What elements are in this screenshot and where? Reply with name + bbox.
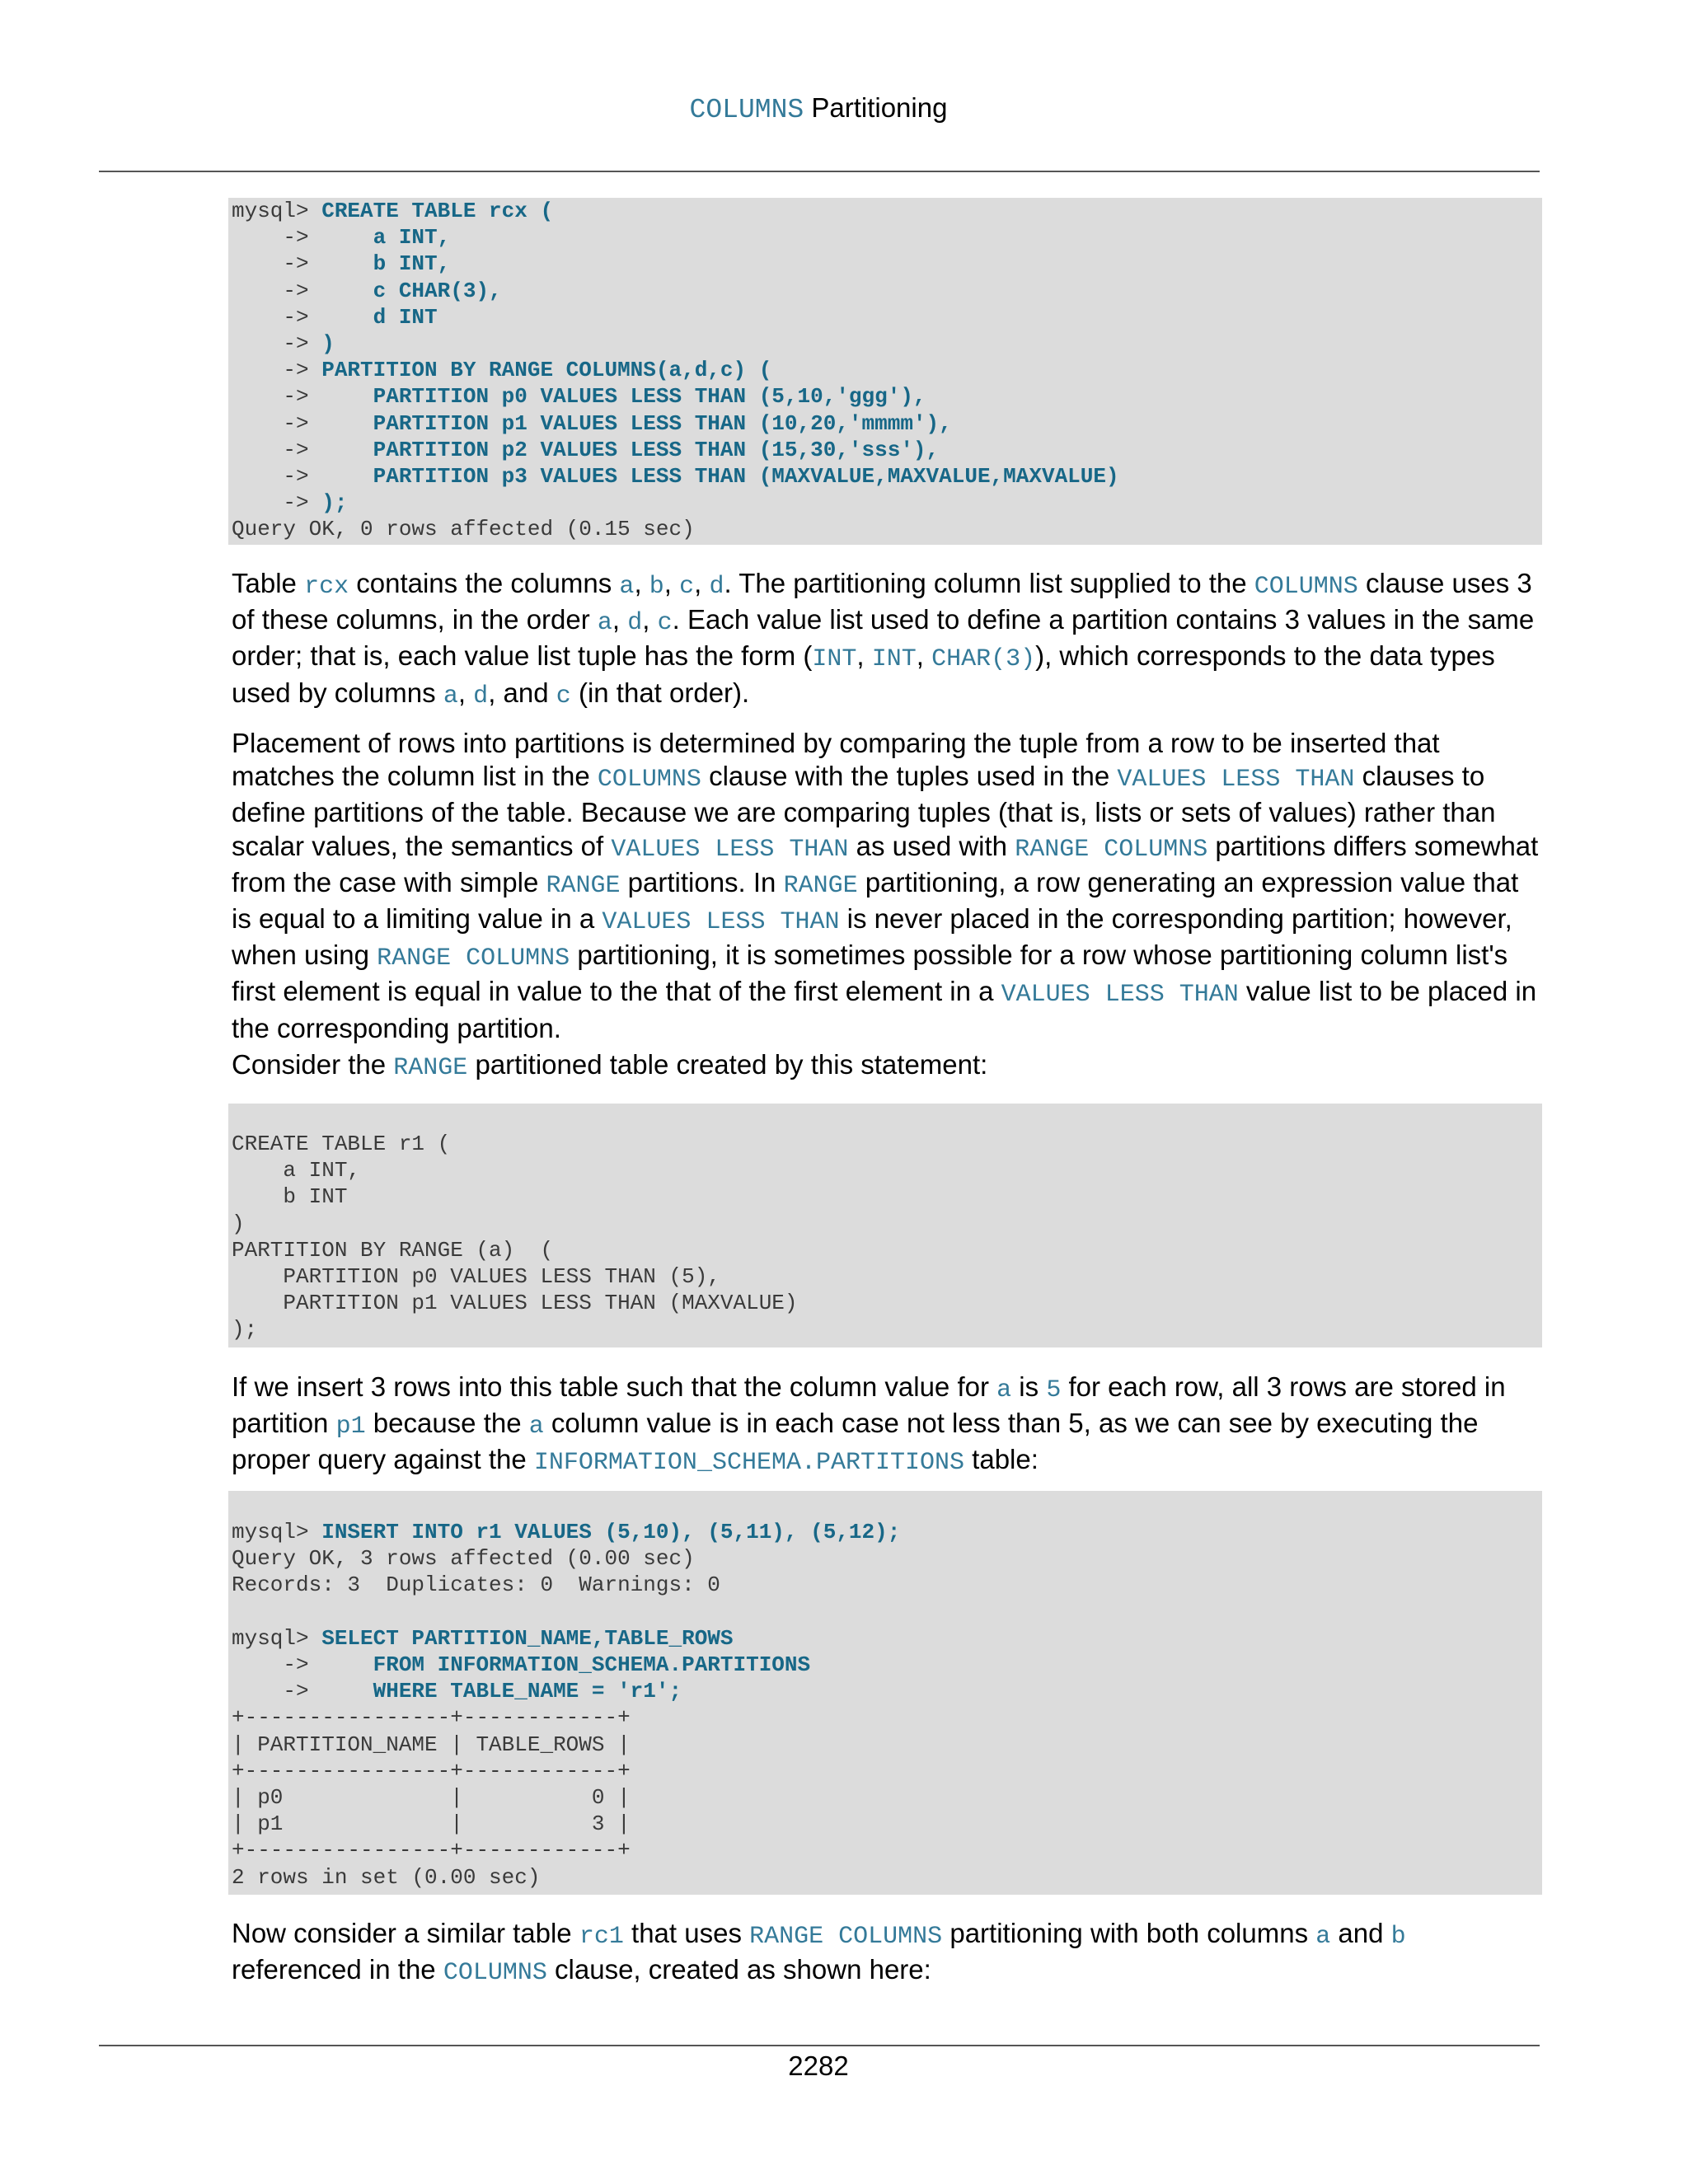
footer-rule: [99, 2045, 1540, 2046]
code-block-insert-select: mysql> INSERT INTO r1 VALUES (5,10), (5,11), (5,12); Query OK, 3 rows affected (0.00 sec) Records: 3 Duplicates: 0 Warnings: 0 mysql> SELECT PARTITION_NAME,TABLE_ROWS -> FROM INFORMATION_SCHEMA.PARTITIONS -> WHERE TABLE_NAME = 'r1'; +----------------+------------+ | PARTITION_NAME | TABLE_ROWS | +----------------+------------+ | p0 | 0 | | p1 | 3 | +----------------+------------+ 2 rows in set (0.00 sec): [228, 1491, 1542, 1895]
page-number: 2282: [788, 2050, 849, 2081]
paragraph-placement-of-rows: Placement of rows into partitions is determined by comparing the tuple from a row to be inserted that matches the column list in the COLUMNS clause with the tuples used in the VALUES LESS THAN clauses to define partitions of the table. Because we are comparing tuples (that is, lists or sets of values) rather than scalar values, the semantics of VALUES LESS THAN as used with RANGE COLUMNS partitions differs somewhat from the case with simple RANGE partitions. In RANGE partitioning, a row generating an expression value that is equal to a limiting value in a VALUES LESS THAN is never placed in the corresponding partition; however, when using RANGE COLUMNS partitioning, it is sometimes possible for a row whose partitioning column list's first element is equal in value to the that of the first element in a VALUES LESS THAN value list to be placed in the corresponding partition.: [232, 728, 1539, 1043]
page-header: [0, 92, 1637, 125]
paragraph-similar-table-rc1: Now consider a similar table rc1 that uses RANGE COLUMNS partitioning with both columns a and b referenced in the COLUMNS clause, created as shown here:: [232, 1918, 1406, 1988]
paragraph-consider-range: Consider the RANGE partitioned table created by this statement:: [232, 1049, 988, 1082]
header-code: COLUMNS: [689, 95, 804, 125]
header-title: Partitioning: [811, 92, 948, 123]
code-block-create-rcx: mysql> CREATE TABLE rcx ( -> a INT, -> b INT, -> c CHAR(3), -> d INT -> ) -> PARTITION BY RANGE COLUMNS(a,d,c) ( -> PARTITION p0 VALUES LESS THAN (5,10,'ggg'), -> PARTITION p1 VALUES LESS THAN (10,20,'mmmm'), -> PARTITION p2 VALUES LESS THAN (15,30,'sss'), -> PARTITION p3 VALUES LESS THAN (MAXVALUE,MAXVALUE,MAXVALUE) -> ); Query OK, 0 rows affected (0.15 sec): [228, 198, 1542, 545]
header-rule: [99, 171, 1540, 172]
paragraph-rcx-columns: Table rcx contains the columns a, b, c, d. The partitioning column list supplied to the COLUMNS clause uses 3 of these columns, in the order a, d, c. Each value list used to define a partition contains 3 values in the same order; that is, each value list tuple has the form (INT, INT, CHAR(3)), which corresponds to the data types used by columns a, d, and c (in that order).: [232, 568, 1535, 710]
paragraph-insert-rows: If we insert 3 rows into this table such that the column value for a is 5 for each row, all 3 rows are stored in partition p1 because the a column value is in each case not less than 5, as we can see by executing the proper query against the INFORMATION_SCHEMA.PARTITIONS table:: [232, 1371, 1506, 1478]
code-block-create-r1: CREATE TABLE r1 ( a INT, b INT ) PARTITION BY RANGE (a) ( PARTITION p0 VALUES LESS THAN (5), PARTITION p1 VALUES LESS THAN (MAXVALUE) );: [228, 1104, 1542, 1347]
